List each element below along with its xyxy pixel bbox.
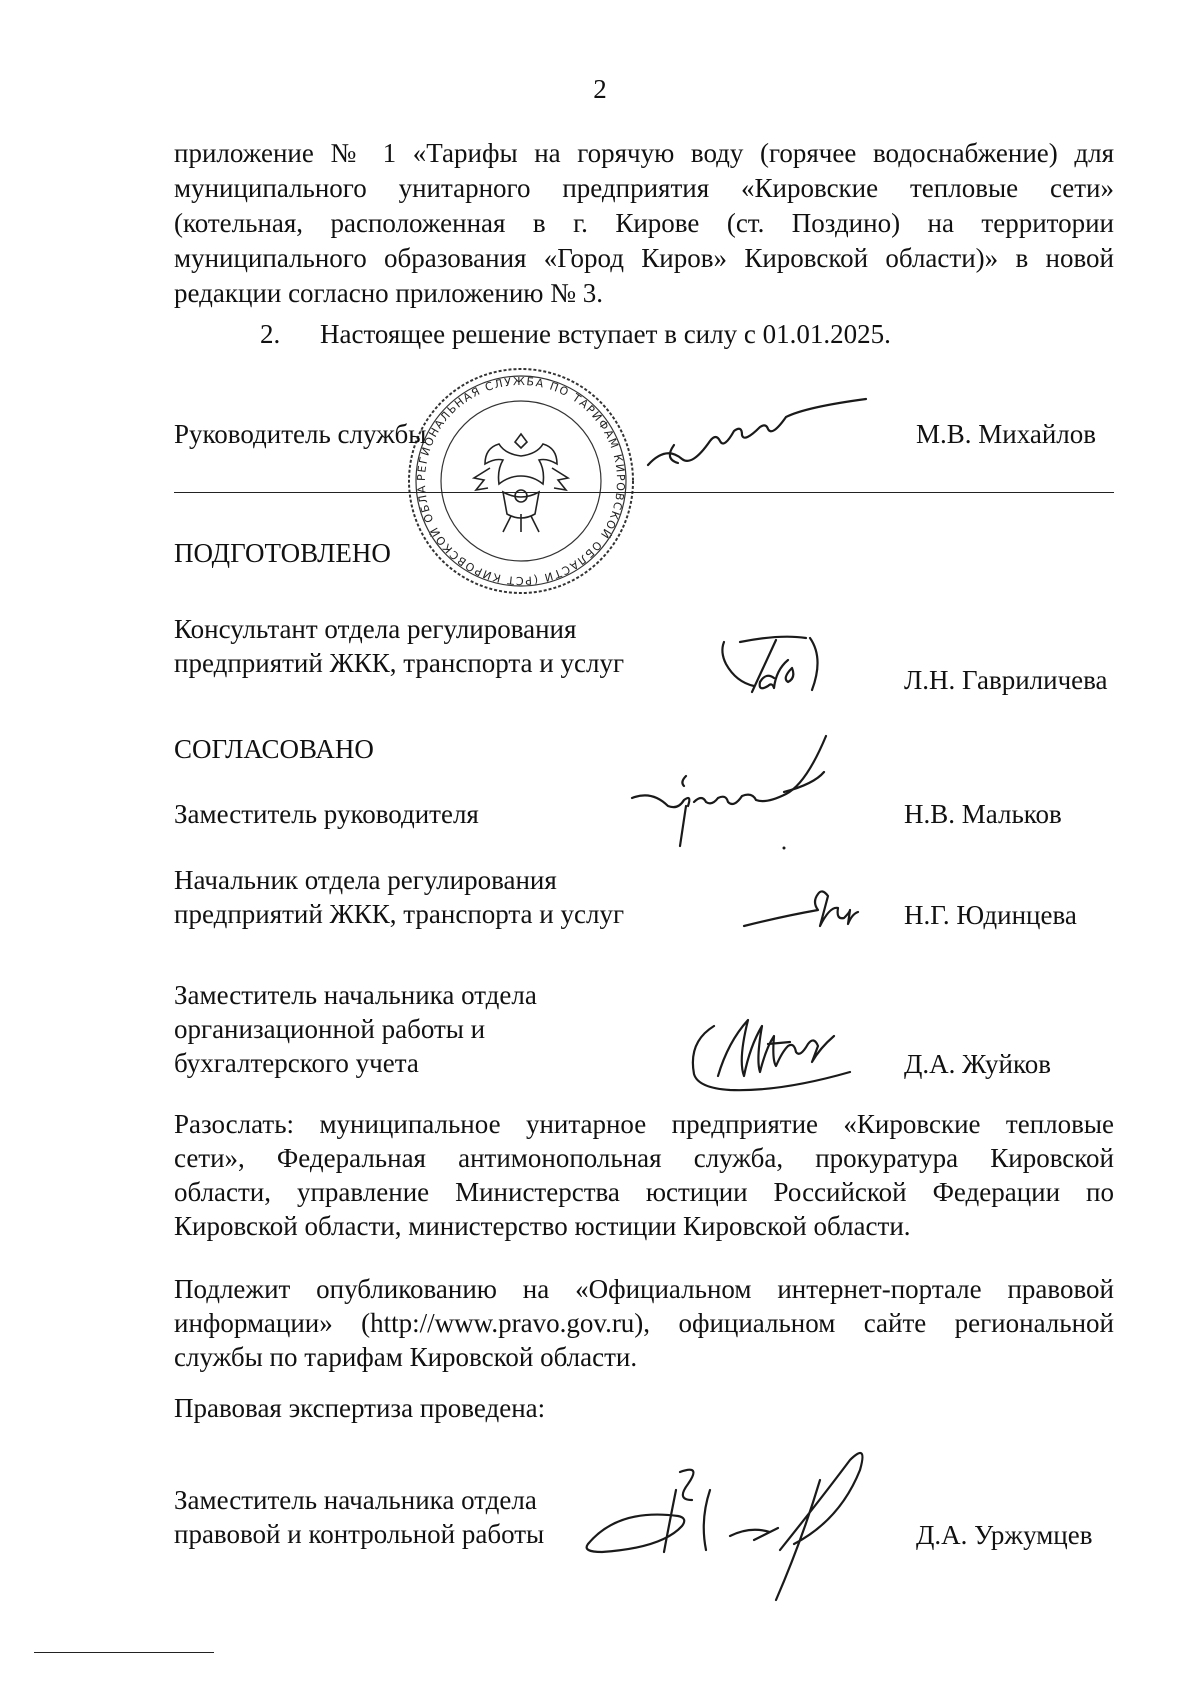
agreed-signer-name: Д.А. Жуйков (904, 1049, 1051, 1079)
legal-review-signature-image (580, 1440, 900, 1610)
legal-review-heading: Правовая экспертиза проведена: (174, 1393, 546, 1423)
official-stamp (398, 354, 638, 598)
position-line: Заместитель начальника отдела (174, 980, 537, 1010)
agreed-heading: СОГЛАСОВАНО (174, 734, 374, 764)
intro-paragraph (174, 136, 1114, 311)
agreed-signer-position (174, 863, 624, 931)
item-2-text: Настоящее решение вступает в силу с 01.01.2025. (320, 319, 891, 349)
publication-line: Подлежит опубликованию на «Официальном интернет-портале правовой (174, 1274, 1114, 1304)
agreed-signature-image-1 (624, 748, 884, 858)
page-number: 2 (593, 74, 607, 104)
prepared-position (174, 612, 624, 680)
legal-review-position (174, 1483, 544, 1551)
position-line: организационной работы и (174, 1014, 486, 1044)
intro-line: редакции согласно приложению № 3. (174, 278, 603, 308)
head-position: Руководитель службы (174, 419, 427, 449)
prepared-heading: ПОДГОТОВЛЕНО (174, 538, 391, 568)
publication-line: информации» (http://www.pravo.gov.ru), официальном сайте региональной (174, 1308, 1114, 1338)
publication-line: службы по тарифам Кировской области. (174, 1342, 638, 1372)
item-2 (260, 317, 891, 351)
distribution-line: области, управление Министерства юстиции Российской Федерации по (174, 1177, 1114, 1207)
horizontal-rule (174, 492, 1114, 493)
legal-review-name: Д.А. Уржумцев (916, 1520, 1093, 1550)
intro-line: приложение № 1 «Тарифы на горячую воду (горячее водоснабжение) для (174, 138, 1114, 168)
intro-line: муниципального унитарного предприятия «Кировские тепловые сети» (174, 173, 1114, 203)
coat-of-arms-icon (474, 434, 568, 532)
agreed-signer-name: Н.Г. Юдинцева (904, 900, 1077, 930)
position-line: Консультант отдела регулирования (174, 614, 577, 644)
agreed-signature-image-3 (684, 1010, 874, 1100)
prepared-name: Л.Н. Гавриличева (904, 665, 1108, 695)
distribution-line: сети», Федеральная антимонопольная служба, прокуратура Кировской (174, 1143, 1114, 1173)
agreed-signature-image-2 (740, 878, 870, 938)
position-line: бухгалтерского учета (174, 1048, 419, 1078)
footnote-rule (34, 1652, 214, 1653)
position-line: правовой и контрольной работы (174, 1519, 545, 1549)
item-2-number: 2. (260, 319, 281, 349)
intro-line: (котельная, расположенная в г. Кирове (ст. Поздино) на территории (174, 208, 1114, 238)
head-signature-image (640, 405, 890, 495)
position-line: предприятий ЖКК, транспорта и услуг (174, 648, 625, 678)
distribution-line: Кировской области, министерство юстиции Кировской области. (174, 1211, 911, 1241)
agreed-signer-position (174, 797, 479, 831)
stamp-text: РЕГИОНАЛЬНАЯ СЛУЖБА ПО ТАРИФАМ КИРОВСКОЙ ОБЛАСТИ (РСТ КИРОВСКОЙ ОБЛАСТИ) * ОГРН 1074345065565 * (398, 354, 628, 588)
distribution-line: Разослать: муниципальное унитарное предприятие «Кировские тепловые (174, 1109, 1114, 1139)
publication-paragraph (174, 1272, 1114, 1374)
position-line: Начальник отдела регулирования (174, 865, 557, 895)
distribution-paragraph (174, 1107, 1114, 1243)
intro-line: муниципального образования «Город Киров» Кировской области)» в новой (174, 243, 1114, 273)
position-line: предприятий ЖКК, транспорта и услуг (174, 899, 625, 929)
agreed-signer-name: Н.В. Мальков (904, 799, 1062, 829)
position-line: Заместитель начальника отдела (174, 1485, 537, 1515)
prepared-signature-image (712, 630, 852, 700)
position-line: Заместитель руководителя (174, 799, 479, 829)
head-name: М.В. Михайлов (916, 419, 1097, 449)
agreed-signer-position (174, 978, 537, 1080)
